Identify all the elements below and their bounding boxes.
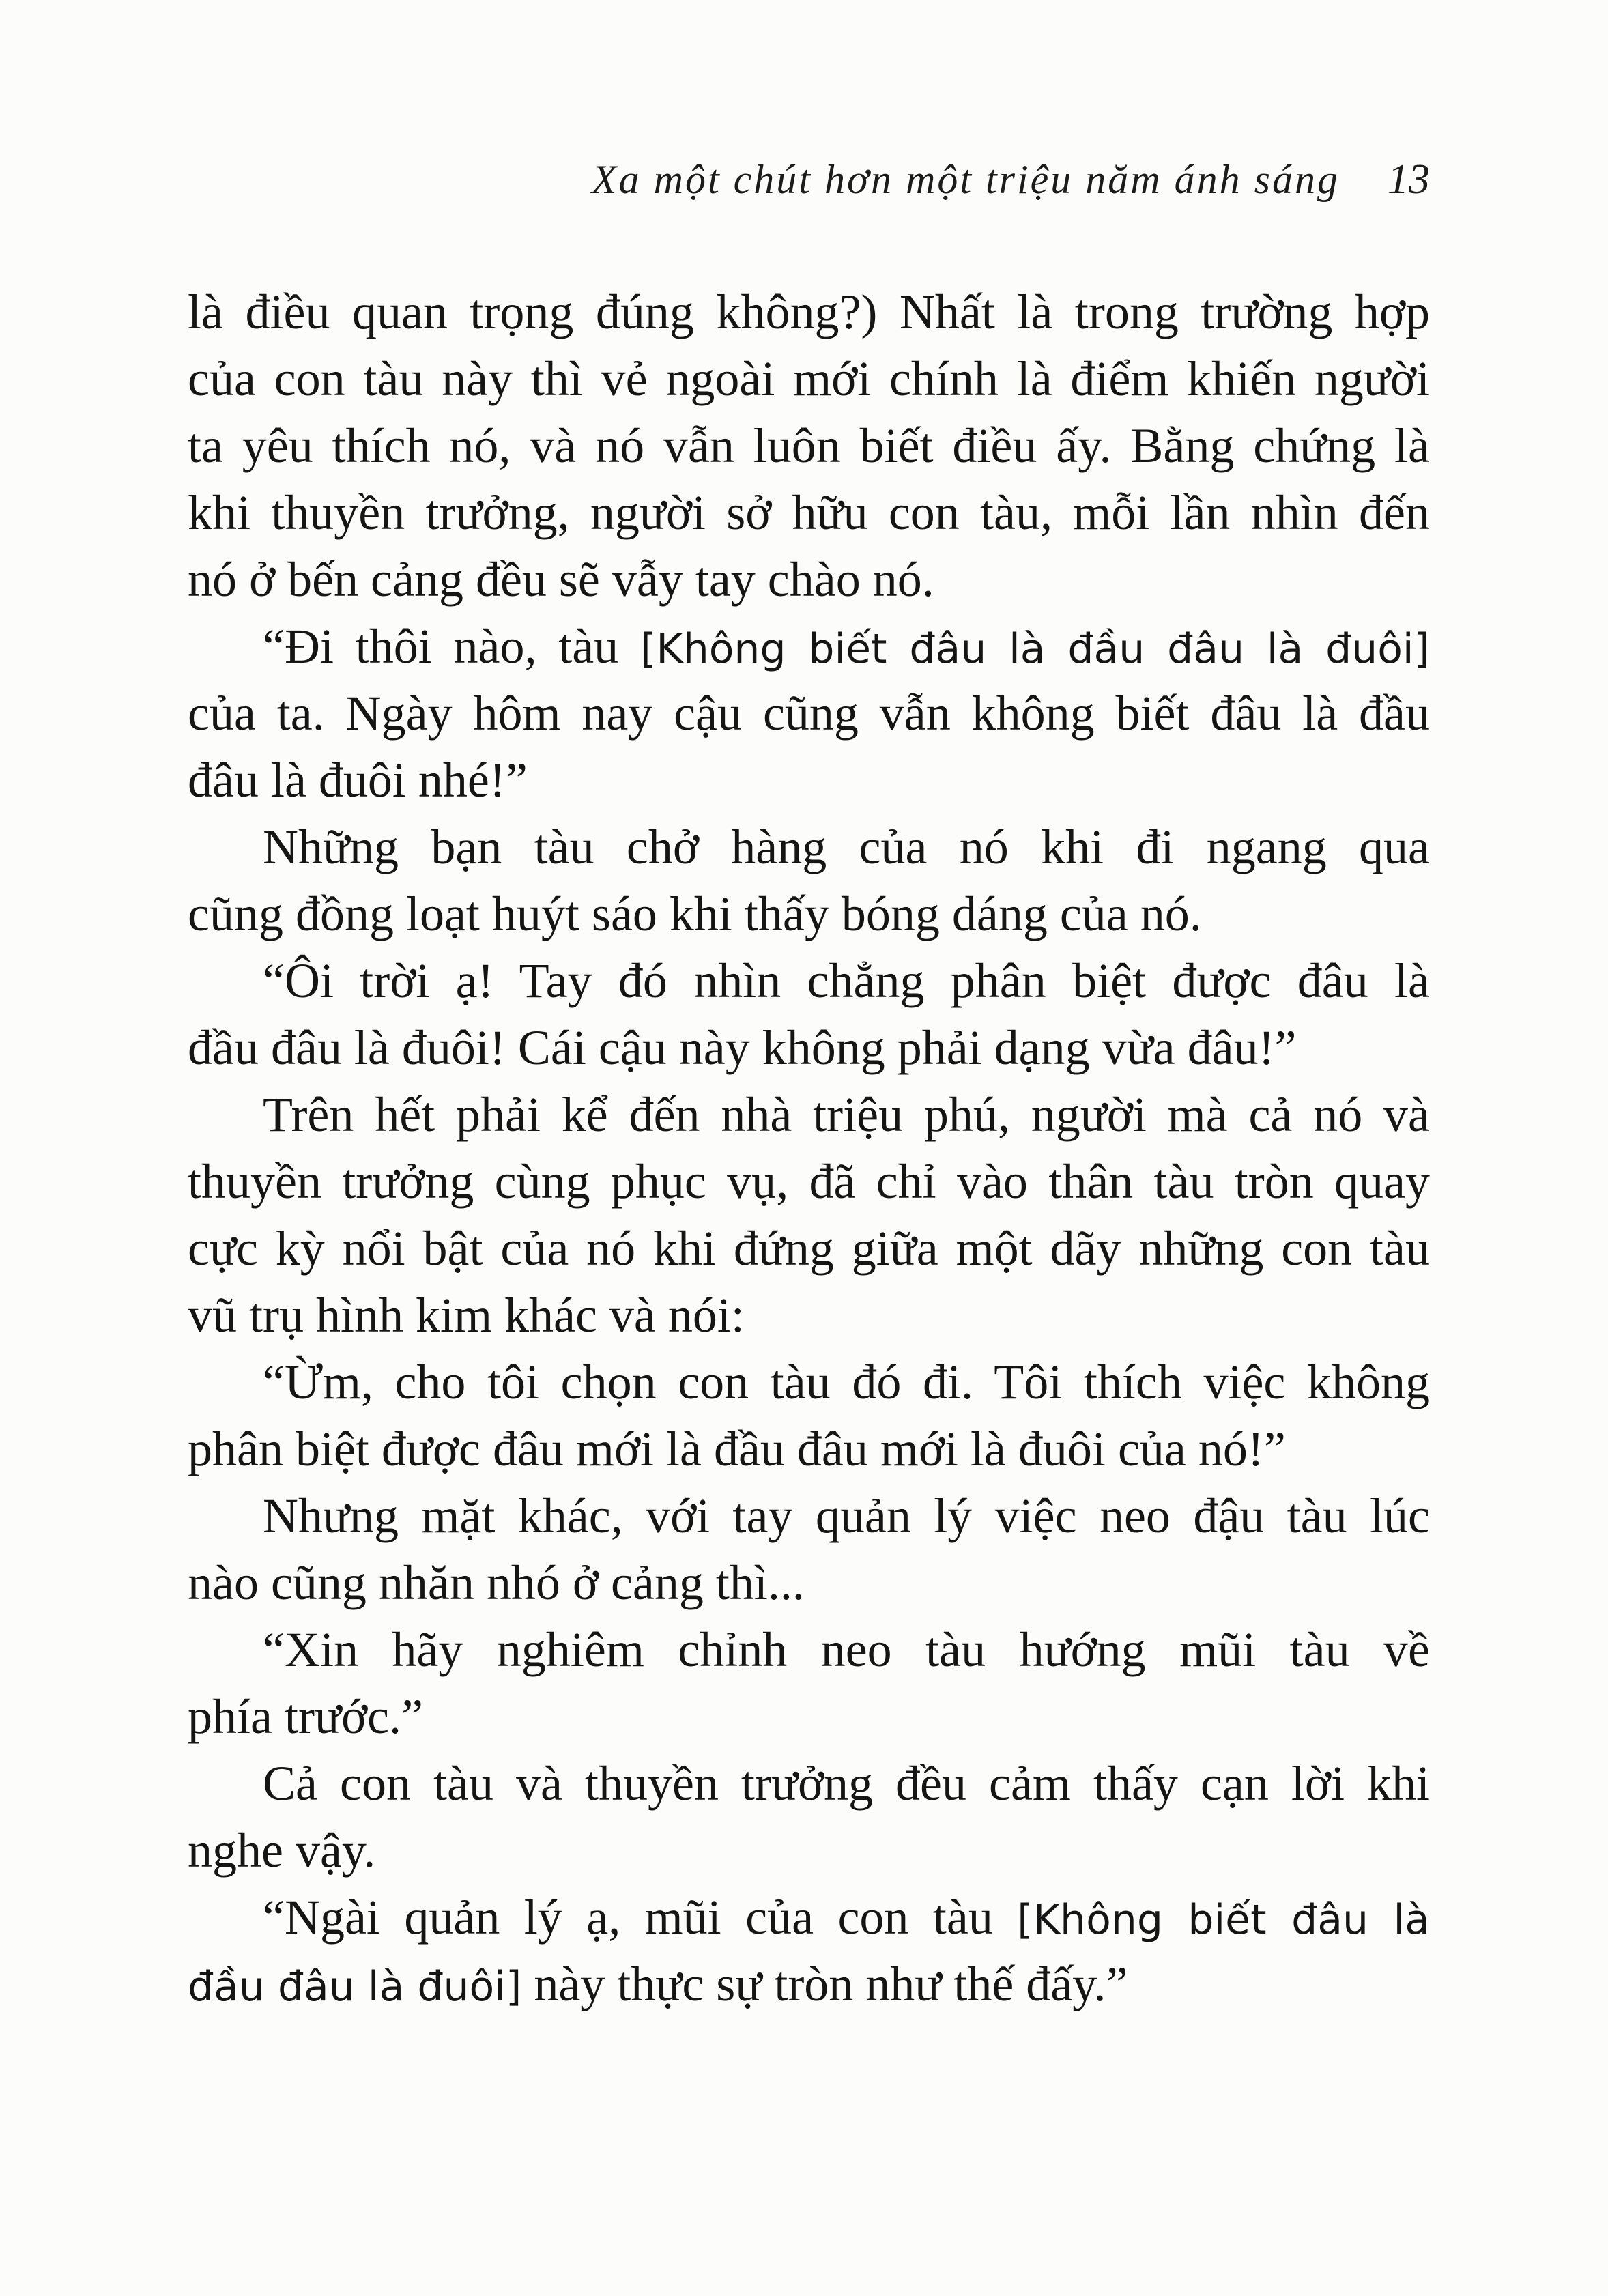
- text-line: Những bạn tàu chở hàng của nó khi đi ngang qua: [263, 820, 1430, 874]
- text-line: cực kỳ nổi bật của nó khi đứng giữa một dãy những con tàu: [188, 1221, 1430, 1276]
- text-line: là điều quan trọng đúng không?) Nhất là trong trường hợp: [188, 285, 1430, 339]
- ship-name: [Không biết đâu là đầu đâu là đuôi]: [640, 625, 1430, 673]
- text-line: phía trước.”: [188, 1689, 423, 1744]
- text-line: của ta. Ngày hôm nay cậu cũng vẫn không biết đâu là đầu: [188, 686, 1430, 741]
- text-line: “Ngài quản lý ạ, mũi của con tàu [Không biết đâu là: [263, 1890, 1430, 1945]
- text-line: nào cũng nhăn nhó ở cảng thì...: [188, 1555, 805, 1610]
- text-line: thuyền trưởng cùng phục vụ, đã chỉ vào thân tàu tròn quay: [188, 1154, 1430, 1209]
- text-line: cũng đồng loạt huýt sáo khi thấy bóng dáng của nó.: [188, 887, 1202, 941]
- text-line: “Đi thôi nào, tàu [Không biết đâu là đầu đâu là đuôi]: [263, 619, 1430, 674]
- text-line: Cả con tàu và thuyền trưởng đều cảm thấy cạn lời khi: [263, 1756, 1430, 1811]
- text-line: nó ở bến cảng đều sẽ vẫy tay chào nó.: [188, 552, 934, 607]
- text-line: vũ trụ hình kim khác và nói:: [188, 1288, 745, 1343]
- text-line: “Ừm, cho tôi chọn con tàu đó đi. Tôi thích việc không: [263, 1355, 1430, 1409]
- text-line: của con tàu này thì vẻ ngoài mới chính là điểm khiến người: [188, 351, 1430, 406]
- ship-name: đầu đâu là đuôi]: [188, 1963, 522, 2011]
- text-line: Nhưng mặt khác, với tay quản lý việc neo đậu tàu lúc: [263, 1489, 1430, 1543]
- text-line: phân biệt được đâu mới là đầu đâu mới là đuôi của nó!”: [188, 1422, 1286, 1476]
- text-line: ta yêu thích nó, và nó vẫn luôn biết điều ấy. Bằng chứng là: [188, 418, 1430, 473]
- text-line: đầu đâu là đuôi! Cái cậu này không phải dạng vừa đâu!”: [188, 1020, 1297, 1075]
- text-line: đầu đâu là đuôi] này thực sự tròn như thế đấy.”: [188, 1957, 1128, 2011]
- running-header: [478, 156, 1430, 203]
- text-line: “Ôi trời ạ! Tay đó nhìn chẳng phân biệt được đâu là: [263, 953, 1430, 1008]
- ship-name: [Không biết đâu là: [1017, 1896, 1430, 1944]
- text-line: đâu là đuôi nhé!”: [188, 753, 528, 807]
- text-line: “Xin hãy nghiêm chỉnh neo tàu hướng mũi tàu về: [263, 1622, 1430, 1677]
- page-number: 13: [1388, 156, 1430, 203]
- text-line: nghe vậy.: [188, 1823, 376, 1878]
- running-title: Xa một chút hơn một triệu năm ánh sáng: [592, 157, 1340, 202]
- text-line: khi thuyền trưởng, người sở hữu con tàu, mỗi lần nhìn đến: [188, 485, 1430, 540]
- text-line: Trên hết phải kể đến nhà triệu phú, người mà cả nó và: [263, 1087, 1430, 1142]
- body-text: [188, 278, 1430, 2018]
